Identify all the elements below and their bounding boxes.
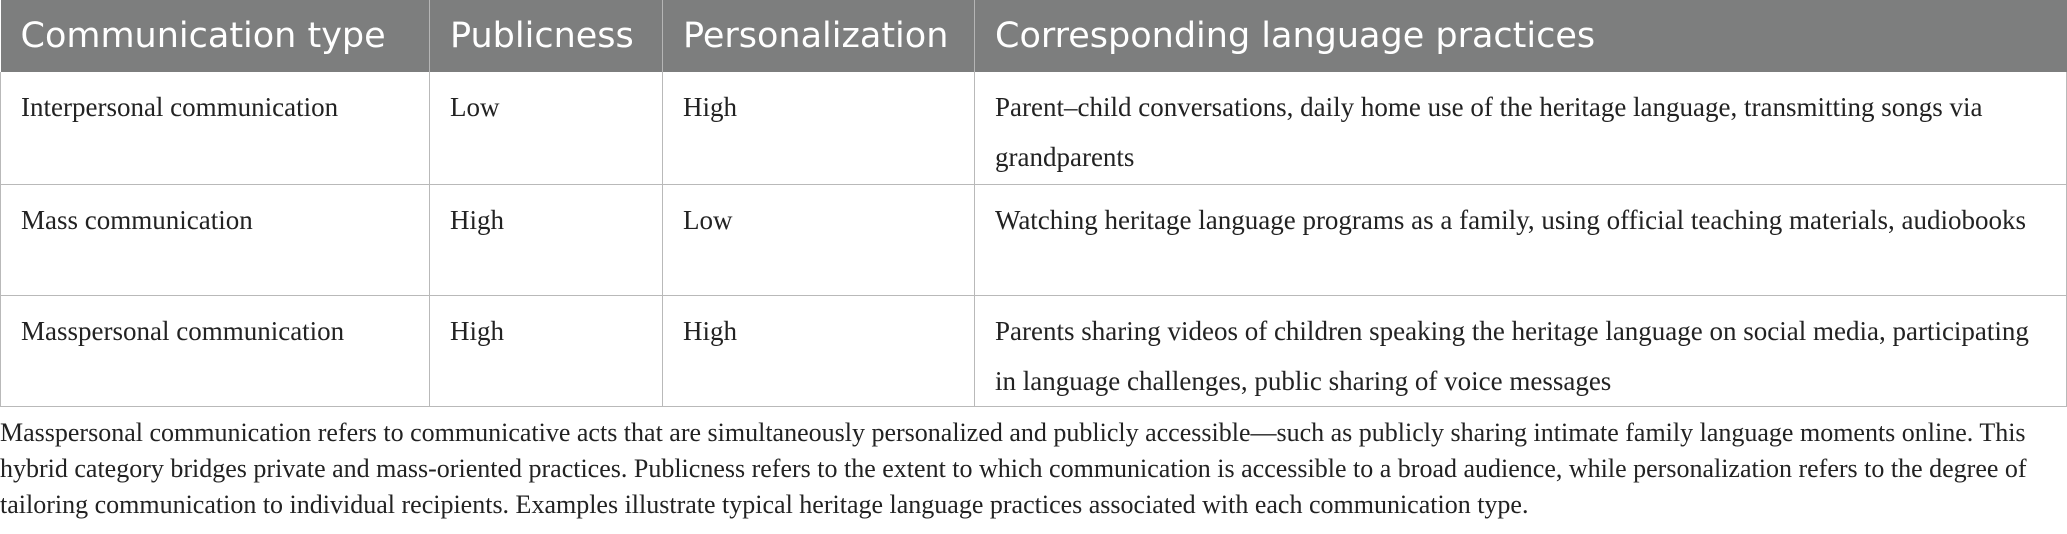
cell-language-practices: Watching heritage language programs as a family, using official teaching materials, audiobooks [975,184,2067,295]
header-publicness: Publicness [430,0,663,72]
header-row [1,0,2067,72]
header-communication-type: Communication type [20,16,386,56]
header-personalization: Personalization [663,0,975,72]
cell-publicness: High [430,295,663,406]
table-header [1,0,2067,72]
header-language-practices: Corresponding language practices [975,0,2067,72]
cell-personalization: High [663,72,975,184]
cell-publicness: High [430,184,663,295]
table-row [1,295,2067,406]
table-row [1,72,2067,184]
cell-publicness: Low [430,72,663,184]
table-row [1,184,2067,295]
cell-communication-type: Masspersonal communication [1,295,430,406]
cell-communication-type: Interpersonal communication [1,72,430,184]
table-footnote: Masspersonal communication refers to communicative acts that are simultaneously personalized and publicly accessible—such as publicly sharing intimate family language moments online. This hybrid category bridges private and mass-oriented practices. Publicness refers to the extent to which communication is accessible to a broad audience, while personalization refers to the degree of tailoring communication to individual recipients. Examples illustrate typical heritage language practices associated with each communication type. [0,418,2027,519]
cell-personalization: High [663,295,975,406]
cell-language-practices: Parent–child conversations, daily home use of the heritage language, transmitting songs via grandparents [975,72,2067,184]
cell-communication-type: Mass communication [1,184,430,295]
table-body [1,72,2067,406]
cell-language-practices: Parents sharing videos of children speaking the heritage language on social media, participating in language challenges, public sharing of voice messages [975,295,2067,406]
cell-personalization: Low [663,184,975,295]
